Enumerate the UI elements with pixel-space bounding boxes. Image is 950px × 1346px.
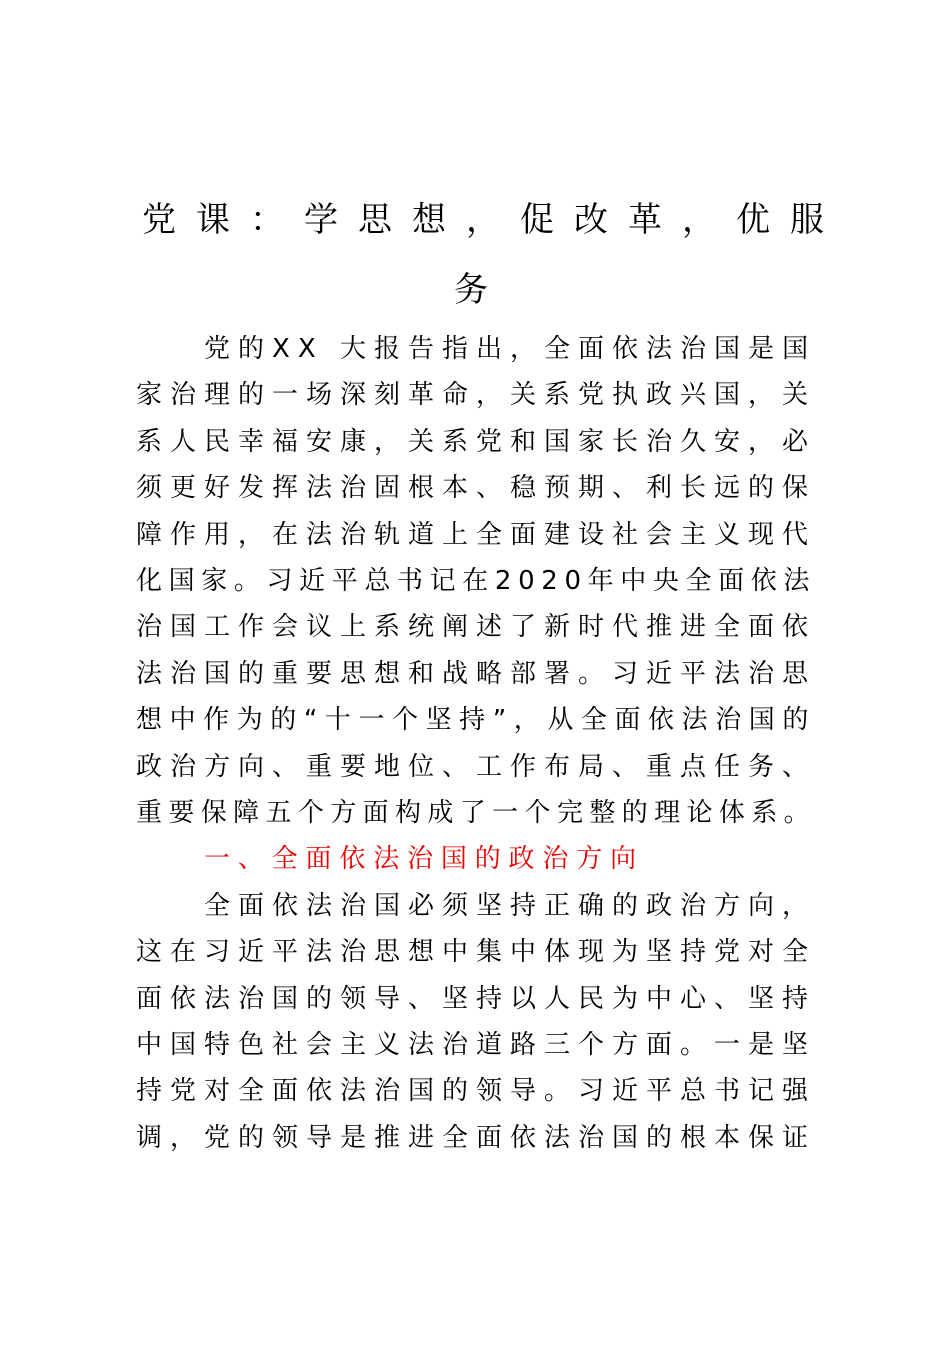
body-text-line: 这在习近平法治思想中集中体现为坚持党对全 <box>136 937 817 968</box>
body-text-line: 全面依法治国必须坚持正确的政治方向， <box>204 890 817 921</box>
body-text-line: 治国工作会议上系统阐述了新时代推进全面依 <box>136 612 817 643</box>
body-text-line: 想中作为的“十一个坚持”，从全面依法治国的 <box>136 705 816 736</box>
body-text-line: 面依法治国的领导、坚持以人民为中心、坚持 <box>136 983 817 1014</box>
document-title-line-2: 务 <box>454 270 488 310</box>
body-text-line: 化国家。习近平总书记在2020年中央全面依法 <box>136 566 817 596</box>
body-text-line: 中国特色社会主义法治道路三个方面。一是坚 <box>136 1030 817 1060</box>
body-text-line: 政治方向、重要地位、工作布局、重点任务、 <box>136 751 817 782</box>
body-text-line: 须更好发挥法治固根本、稳预期、利长远的保 <box>136 473 817 504</box>
body-text-line: 持党对全面依法治国的领导。习近平总书记强 <box>136 1076 817 1107</box>
body-text-line: 调，党的领导是推进全面依法治国的根本保证 <box>136 1122 817 1153</box>
body-text-line: 党的XX 大报告指出，全面依法治国是国 <box>204 334 817 364</box>
body-text-line: 系人民幸福安康，关系党和国家长治久安，必 <box>136 426 817 457</box>
body-text-line: 障作用，在法治轨道上全面建设社会主义现代 <box>136 519 817 550</box>
body-text-line: 家治理的一场深刻革命，关系党执政兴国，关 <box>136 380 817 411</box>
body-text-line: 法治国的重要思想和战略部署。习近平法治思 <box>136 658 817 689</box>
section-heading: 一、全面依法治国的政治方向 <box>204 844 644 875</box>
document-title-line-1: 党课：学思想，促改革，优服 <box>142 200 844 240</box>
body-text-line: 重要保障五个方面构成了一个完整的理论体系。 <box>136 798 816 828</box>
